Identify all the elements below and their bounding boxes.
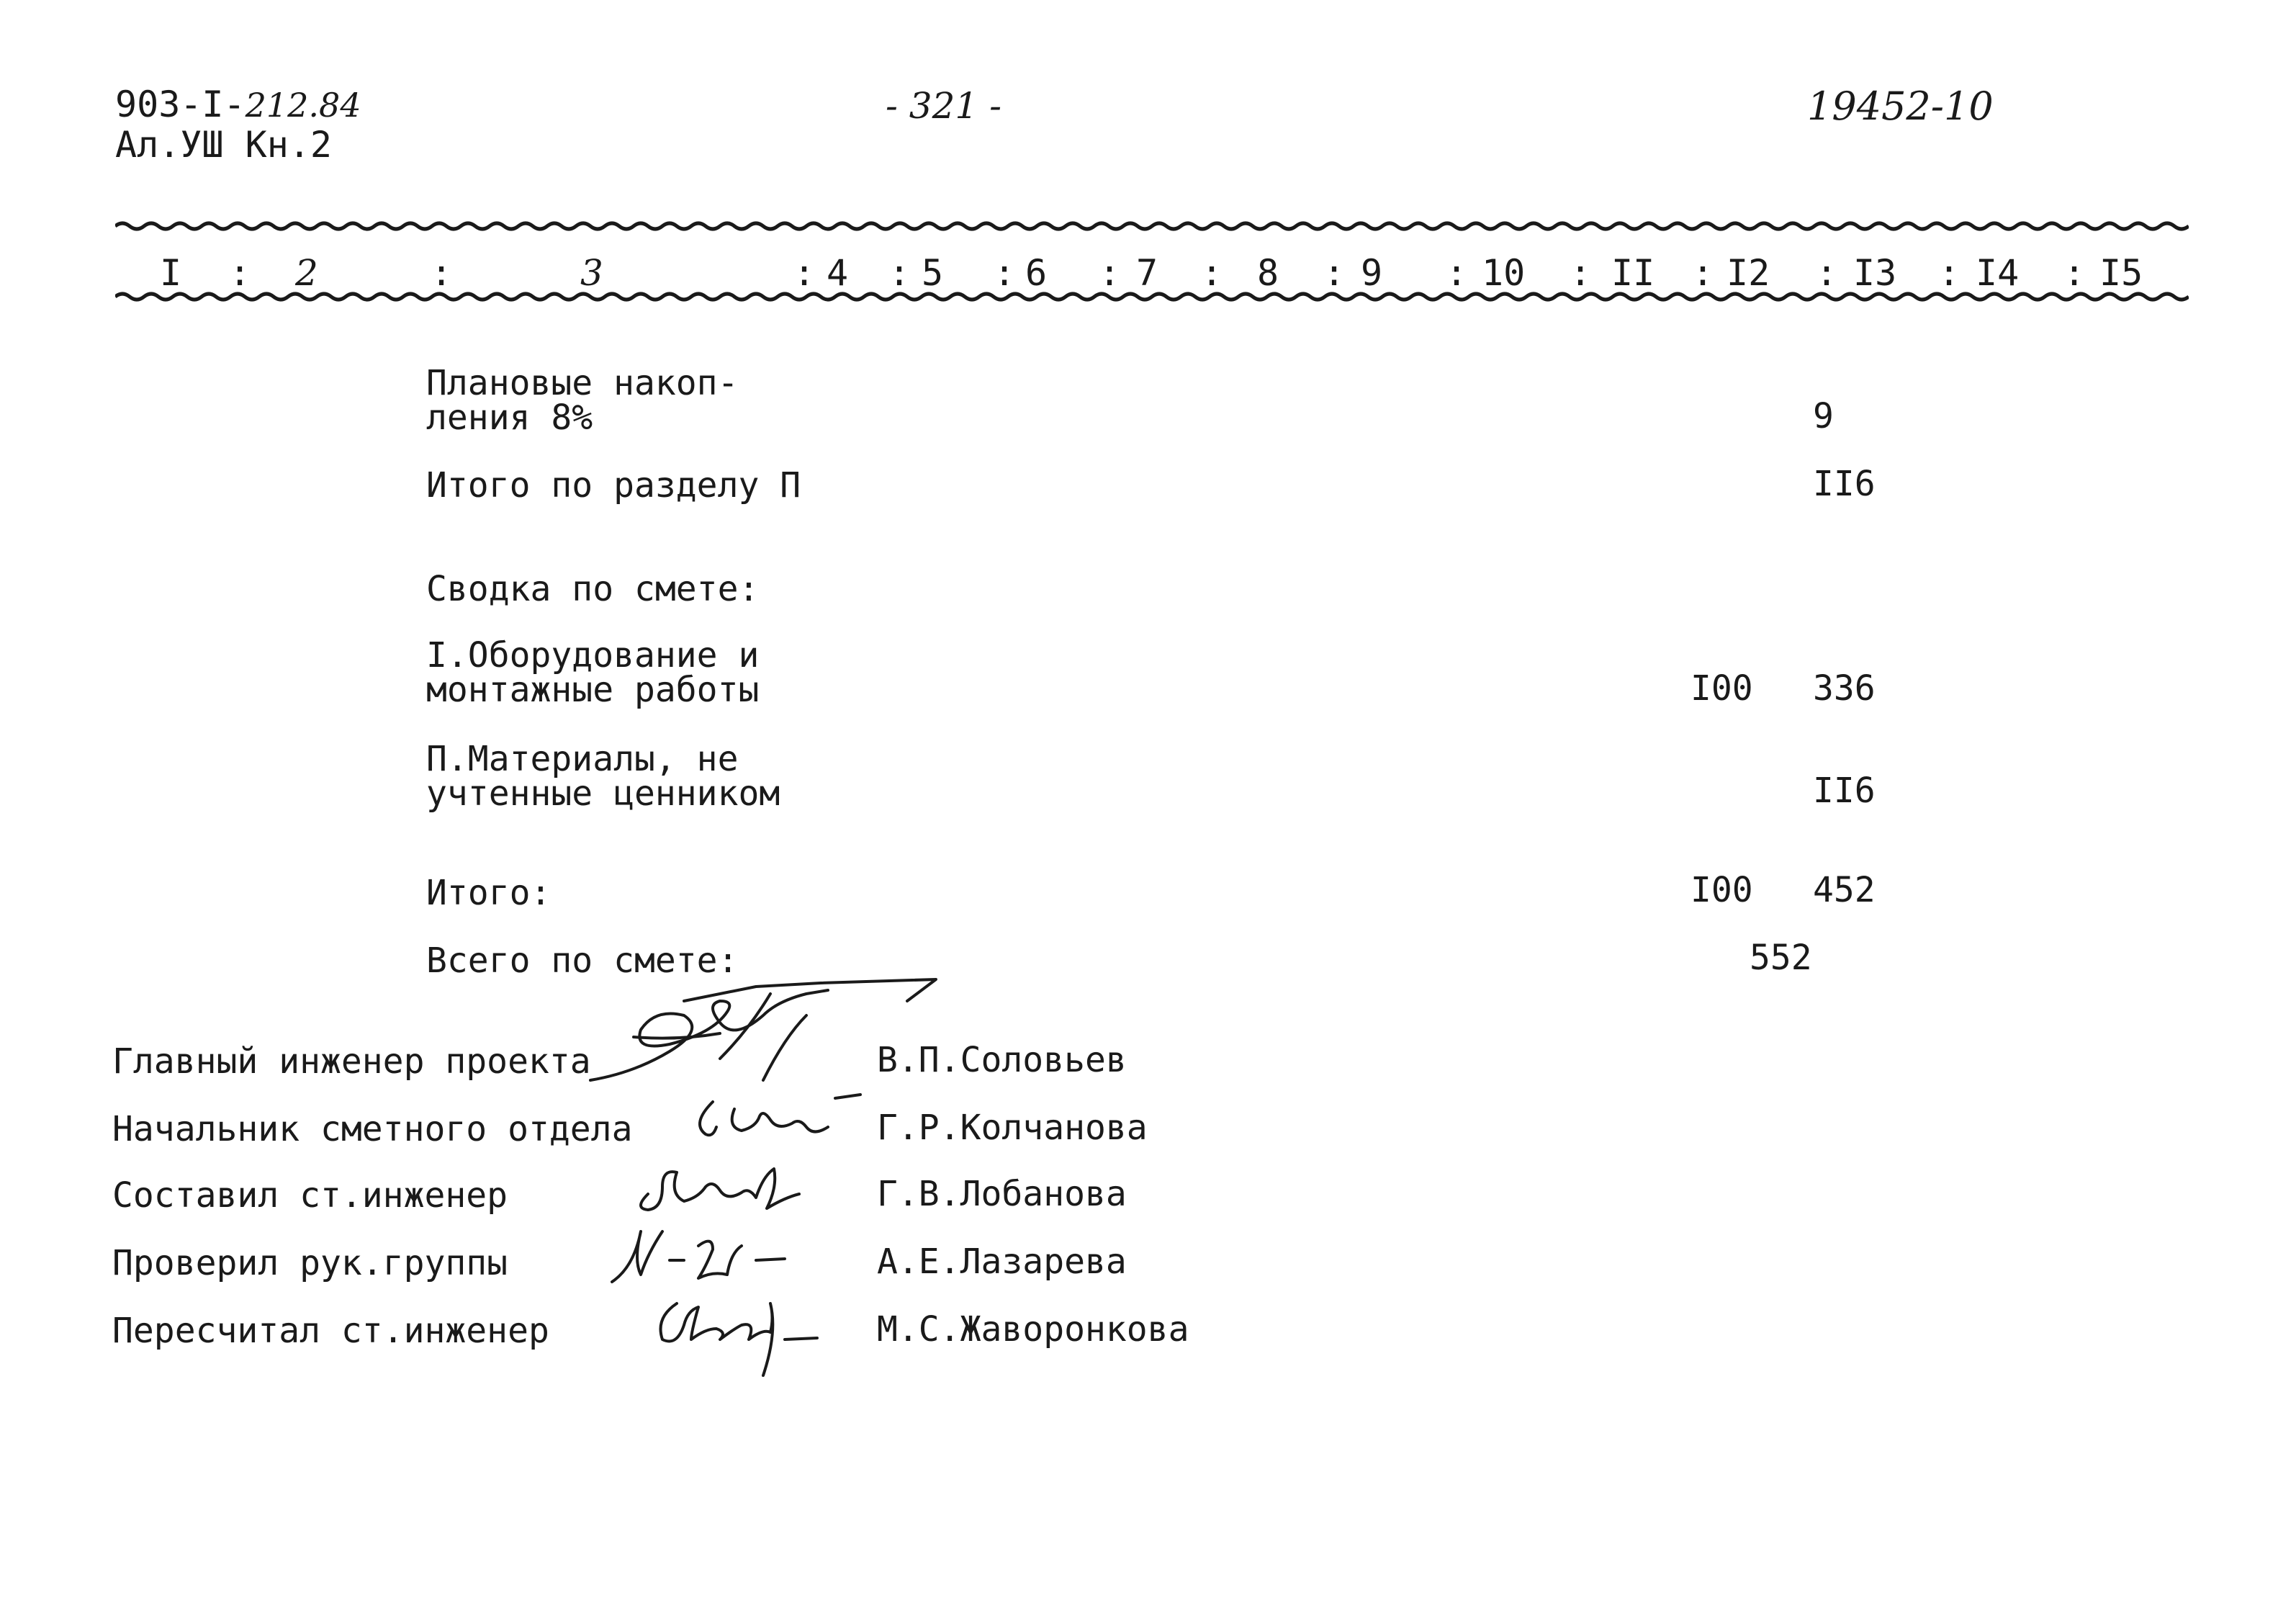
column-separator: : (431, 252, 453, 294)
row-subtotal: Итого: (426, 873, 552, 913)
column-header-2: 2 (295, 252, 318, 294)
column-header-11: II (1611, 252, 1655, 294)
signature-name-chief-engineer: В.П.Соловьев (877, 1040, 1127, 1080)
column-separator: : (793, 252, 816, 294)
doc-number: 19452-10 (1807, 84, 1994, 129)
column-separator: : (1692, 252, 1714, 294)
row-materials-line2: учтенные ценником (426, 773, 780, 814)
signature-role-chief-engineer: Главный инженер проекта (112, 1041, 591, 1082)
handwritten-signature-5 (648, 1289, 835, 1383)
column-separator: : (1938, 252, 1960, 294)
column-header-5: 5 (922, 252, 944, 294)
doc-code-handwritten: 212.84 (245, 86, 361, 125)
row-materials-line1: П.Материалы, не (426, 739, 739, 779)
signature-role-estimate-head: Начальник сметного отдела (112, 1109, 633, 1149)
top-rule (115, 217, 2189, 235)
signature-role-recalculator: Пересчитал ст.инженер (112, 1311, 549, 1351)
row-planned-savings-line2: ления 8% (426, 398, 593, 438)
column-header-8: 8 (1257, 252, 1279, 294)
column-header-4: 4 (827, 252, 849, 294)
column-header-14: I4 (1976, 252, 2020, 294)
row-equipment-col12: I00 (1691, 668, 1753, 709)
column-separator: : (1446, 252, 1468, 294)
column-header-12: I2 (1726, 252, 1770, 294)
column-header-3: 3 (580, 252, 603, 294)
row-planned-savings-line1: Плановые накоп- (426, 363, 739, 403)
column-separator: : (2063, 252, 2086, 294)
column-separator: : (1570, 252, 1592, 294)
row-grand-total-value: 552 (1750, 938, 1812, 978)
row-grand-total: Всего по смете: (426, 941, 739, 981)
signature-name-recalculator: М.С.Жаворонкова (877, 1309, 1189, 1350)
column-separator: : (888, 252, 911, 294)
row-section-ii-total: Итого по разделу П (426, 465, 801, 506)
signature-name-checker: А.Е.Лазарева (877, 1242, 1127, 1282)
handwritten-signature-2 (691, 1087, 864, 1145)
column-separator: : (994, 252, 1016, 294)
column-header-6: 6 (1025, 252, 1048, 294)
signature-name-compiler: Г.В.Лобанова (877, 1174, 1127, 1214)
row-planned-savings-col13: 9 (1813, 396, 1834, 436)
row-equipment-line2: монтажные работы (426, 670, 760, 710)
column-separator: : (1099, 252, 1121, 294)
row-materials-col13: II6 (1813, 771, 1876, 811)
column-header-1: I (160, 252, 182, 294)
sheet-line: Ал.УШ Кн.2 (115, 124, 333, 166)
column-header-9: 9 (1361, 252, 1383, 294)
column-header-7: 7 (1136, 252, 1158, 294)
signature-name-estimate-head: Г.Р.Колчанова (877, 1108, 1148, 1148)
doc-code-printed: 903-I- (115, 84, 246, 125)
column-header-13: I3 (1853, 252, 1897, 294)
handwritten-signature-4 (605, 1224, 792, 1289)
row-equipment-col13: 336 (1813, 668, 1876, 709)
handwritten-signature-3 (634, 1158, 806, 1216)
row-equipment-line1: I.Оборудование и (426, 635, 760, 675)
column-header-15: I5 (2099, 252, 2143, 294)
row-subtotal-col12: I00 (1691, 870, 1753, 910)
signature-role-compiler: Составил ст.инженер (112, 1175, 508, 1216)
column-separator: : (1323, 252, 1346, 294)
doc-code (115, 86, 361, 123)
row-summary-heading: Сводка по смете: (426, 569, 760, 609)
column-header-10: 10 (1482, 252, 1526, 294)
column-separator: : (1816, 252, 1838, 294)
row-subtotal-col13: 452 (1813, 870, 1876, 910)
handwritten-signature-1 (590, 972, 950, 1102)
signature-role-checker: Проверил рук.группы (112, 1243, 508, 1283)
column-separator: : (1201, 252, 1223, 294)
page-number: - 321 - (886, 85, 1002, 127)
row-section-ii-total-col13: II6 (1813, 464, 1876, 504)
column-separator: : (229, 252, 251, 294)
